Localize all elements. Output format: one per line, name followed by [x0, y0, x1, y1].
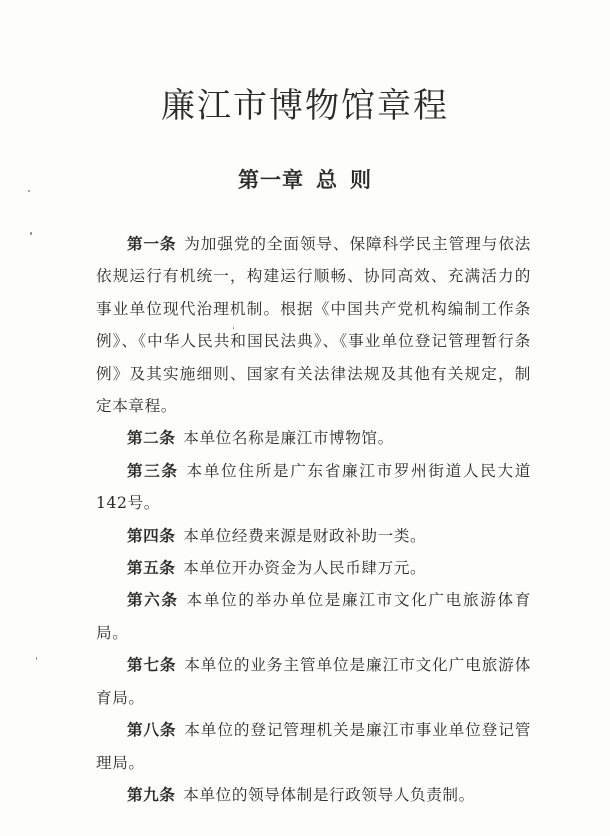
- scan-speck: [30, 232, 32, 235]
- article-text: 本单位的登记管理机关是廉江市事业单位登记管理局。: [96, 721, 531, 772]
- chapter-name: 总: [316, 168, 338, 192]
- article-1: [96, 228, 531, 422]
- article-3: [96, 455, 531, 520]
- article-text: 本单位开办资金为人民币肆万元。: [183, 559, 427, 578]
- article-4: [96, 520, 531, 552]
- article-number: 第九条: [127, 785, 176, 804]
- article-number: 第三条: [127, 461, 179, 480]
- article-number: 第二条: [127, 429, 176, 448]
- chapter-name-2: 则: [350, 168, 372, 192]
- document-title: 廉江市博物馆章程: [161, 86, 449, 126]
- scan-speck: [28, 190, 30, 192]
- article-number: 第四条: [127, 526, 176, 545]
- article-2: [96, 422, 531, 454]
- article-text: 本单位的业务主管单位是廉江市文化广电旅游体育局。: [96, 656, 531, 707]
- article-9: [96, 779, 531, 811]
- article-text: 为加强党的全面领导、保障科学民主管理与依法依规运行有机统一，构建运行顺畅、协同高效、充满活力的事业单位现代治理机制。根据《中国共产党机构编制工作条例》、《中华人民共和国民法典》、《事业单位登记管理暂行条例》及其实施细则、国家有关法律法规及其他有关规定，制定本章程。: [96, 235, 531, 416]
- article-number: 第五条: [127, 559, 176, 578]
- article-8: [96, 714, 531, 779]
- article-number: 第八条: [127, 721, 177, 740]
- scan-speck: [233, 327, 234, 329]
- article-text: 本单位的举办单位是廉江市文化广电旅游体育局。: [96, 591, 531, 642]
- scan-speck: [36, 657, 37, 660]
- article-text: 本单位经费来源是财政补助一类。: [183, 526, 427, 545]
- article-number: 第七条: [127, 656, 177, 675]
- chapter-heading: [0, 164, 610, 194]
- chapter-label: 第一章: [238, 168, 304, 192]
- articles-body: [96, 228, 531, 811]
- article-number: 第六条: [127, 591, 179, 610]
- article-6: [96, 584, 531, 649]
- article-text: 本单位名称是廉江市博物馆。: [183, 429, 394, 448]
- article-5: [96, 552, 531, 584]
- article-text: 本单位的领导体制是行政领导人负责制。: [183, 785, 475, 804]
- article-text: 本单位住所是广东省廉江市罗州街道人民大道142号。: [96, 461, 531, 513]
- article-7: [96, 649, 531, 714]
- article-number: 第一条: [127, 235, 177, 253]
